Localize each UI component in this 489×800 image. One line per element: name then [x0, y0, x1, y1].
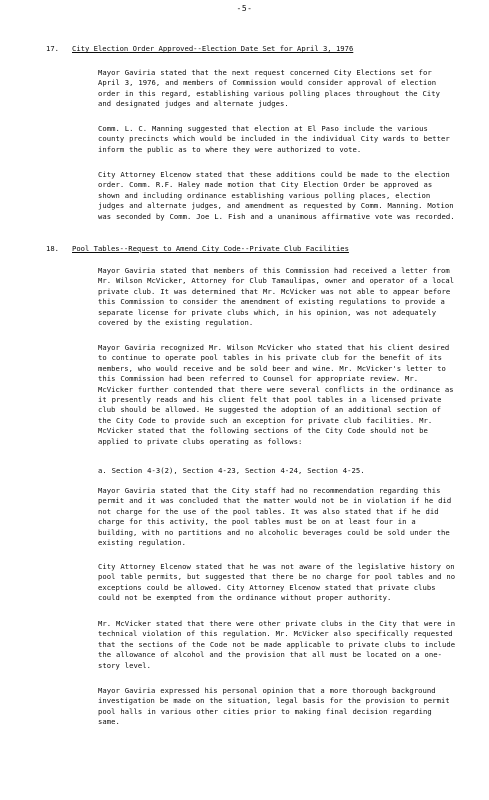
- agenda-item-17: [46, 44, 442, 53]
- paragraph: Mayor Gaviria recognized Mr. Wilson McVicker who stated that his client desired to continue to operate pool tables in his private club for the benefit of its members, who would receive and be sold beer and wine. Mr. McVicker's letter to this Commission had been referred to Counsel for appropriate review. Mr. McVicker further contended that there were several conflicts in the ordinance as it presently reads and his client felt that pool tables in a licensed private club should be allowed. He suggested the adoption of an additional section of the City Code to provide such an exception for private club facilities. Mr. McVicker stated that the following sections of the City Code should not be applied to private clubs operating as follows:: [98, 343, 454, 446]
- paragraph: Mr. McVicker stated that there were other private clubs in the City that were in technical violation of this regulation. Mr. McVicker also specifically requested that the sections of the Code not be made applicable to private clubs to include the allowance of alcohol and the provision that all must be located on a one-story level.: [98, 619, 456, 670]
- paragraph: Mayor Gaviria stated that the next request concerned City Elections set for April 3, 1976, and members of Commission would consider approval of election order in this regard, establishing various polling places throughout the City and designated judges and alternate judges.: [98, 68, 441, 109]
- paragraph: City Attorney Elcenow stated that he was not aware of the legislative history on pool table permits, but suggested that there be no charge for pool tables and no exceptions could be allowed. City Attorney Elcenow stated that private clubs could not be exempted from the ordinance without proper authority.: [98, 562, 456, 603]
- item-number: 18.: [46, 244, 59, 253]
- item-title: Pool Tables--Request to Amend City Code--Private Club Facilities: [72, 244, 349, 253]
- paragraph: Comm. L. C. Manning suggested that election at El Paso include the various county precincts which would be included in the individual City wards to better inform the public as to where they were authorized to vote.: [98, 124, 450, 154]
- paragraph: a. Section 4-3(2), Section 4-23, Section 4-24, Section 4-25.: [98, 466, 365, 475]
- paragraph: City Attorney Elcenow stated that these additions could be made to the election order. Comm. R.F. Haley made motion that City Election Order be approved as shown and including ordinance establishing various polling places, election judges and alternate judges, and amendment as requested by Comm. Manning. Motion was seconded by Comm. Joe L. Fish and a unanimous affirmative vote was recorded.: [98, 170, 455, 221]
- page-number: -5-: [236, 4, 253, 13]
- agenda-item-18: [46, 244, 442, 253]
- paragraph: Mayor Gaviria stated that the City staff had no recommendation regarding this permit and it was concluded that the matter would not be in violation if he did not charge for the use of the pool tables. It was also stated that if he did charge for this activity, the pool tables must be on at least four in a building, with no partitions and no alcoholic beverages could be sold under the existing regulation.: [98, 486, 452, 548]
- item-number: 17.: [46, 44, 59, 53]
- paragraph: Mayor Gaviria stated that members of this Commission had received a letter from Mr. Wilson McVicker, Attorney for Club Tamaulipas, owner and operator of a local private club. It was determined that Mr. McVicker was not able to appear before this Commission to consider the amendment of existing regulations to provide a separate license for private clubs which, in his opinion, was not adequately covered by the existing regulation.: [98, 266, 455, 328]
- paragraph: Mayor Gaviria expressed his personal opinion that a more thorough background investigation be made on the situation, legal basis for the provision to permit pool halls in various other cities prior to making final decision regarding same.: [98, 686, 450, 727]
- item-title: City Election Order Approved--Election Date Set for April 3, 1976: [72, 44, 354, 53]
